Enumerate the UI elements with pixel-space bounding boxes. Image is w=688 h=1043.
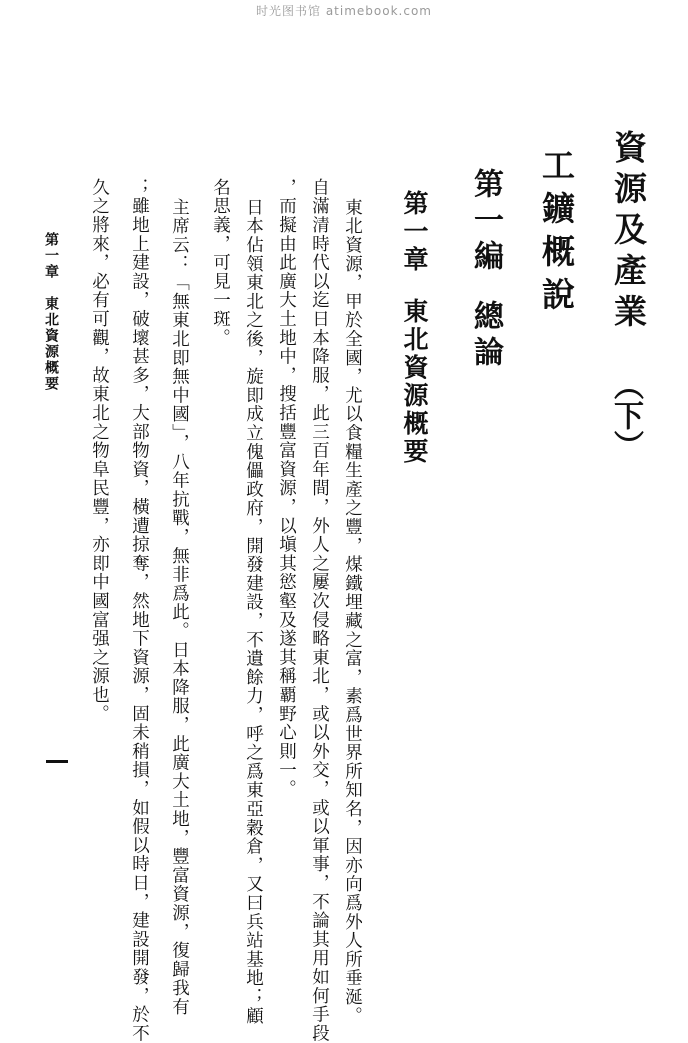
body-column-7: ；雖地上建設，破壞甚多，大部物資，橫遭掠奪，然地下資源，固未稍損，如假以時日，建設開發，於不 [129,178,150,1043]
book-title [609,130,648,335]
page-number [46,760,68,763]
chapter-name: 東北資源概要 [400,298,429,466]
running-footer: 第一章 東北資源概要 [43,232,59,392]
section-title: 工鑛概說 [537,148,576,320]
body-column-4: 日本佔領東北之後，旋即成立傀儡政府，開發建設，不遺餘力，呼之爲東亞穀倉，又曰兵站基地；顧 [243,198,264,1026]
volume-marker: （下） [608,370,643,460]
body-column-3: ，而擬由此廣大土地中，搜括豐富資源，以塡其慾壑及遂其稱覇野心則一。 [276,178,297,799]
body-column-8: 久之將來，必有可觀，故東北之物阜民豐，亦即中國富强之源也。 [89,178,110,724]
part-heading [468,168,503,372]
body-column-5: 名思義，可見一斑。 [210,178,231,348]
part-number: 第一編 [468,168,503,276]
chapter-heading [402,190,427,466]
body-column-1: 東北資源，甲於全國，尤以食糧生產之豐，煤鐵埋藏之富，素爲世界所知名，因亦向爲外人所垂涎。 [342,198,363,1026]
chapter-number: 第一章 [400,190,429,274]
body-column-2: 自滿清時代以迄日本降服，此三百年間，外人之屢次侵略東北，或以外交，或以軍事，不論其用如何手段 [309,178,330,1043]
book-title-text: 資源及產業 [609,130,648,335]
part-name: 總論 [468,300,503,372]
watermark-text: 时光图书馆 atimebook.com [256,4,432,18]
body-column-6: 主席云：「無東北即無中國」，八年抗戰，無非爲此。日本降服，此廣大土地，豐富資源，復歸我有 [169,198,190,1017]
